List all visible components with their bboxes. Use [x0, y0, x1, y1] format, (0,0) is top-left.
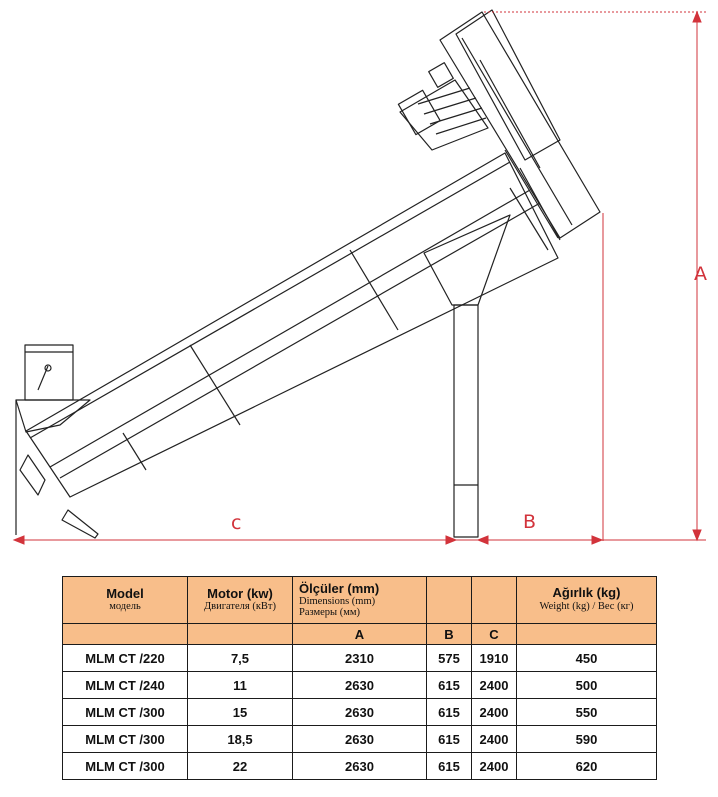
cell-b: 615 [427, 672, 472, 699]
trough-ribs [123, 188, 548, 470]
cell-b: 615 [427, 726, 472, 753]
subheader-a: A [293, 624, 427, 645]
spec-table [62, 576, 657, 780]
cell-model: MLM CT /220 [63, 645, 188, 672]
subheader-row [63, 624, 657, 645]
cell-c: 2400 [472, 699, 517, 726]
outlet-chute [424, 215, 510, 537]
table-row [63, 645, 657, 672]
table-row [63, 699, 657, 726]
subheader-c: C [472, 624, 517, 645]
header-weight: Ağırlık (kg) Weight (kg) / Вес (кг) [517, 577, 657, 624]
cell-a: 2310 [293, 645, 427, 672]
cell-model: MLM CT /300 [63, 726, 188, 753]
subheader-blank-weight [517, 624, 657, 645]
cell-weight: 550 [517, 699, 657, 726]
cell-c: 2400 [472, 753, 517, 780]
cell-a: 2630 [293, 726, 427, 753]
header-blank-b [427, 577, 472, 624]
table-row [63, 672, 657, 699]
cell-motor: 18,5 [188, 726, 293, 753]
cell-c: 2400 [472, 726, 517, 753]
drive-motor [398, 63, 488, 150]
header-blank-c [472, 577, 517, 624]
subheader-b: B [427, 624, 472, 645]
cell-a: 2630 [293, 753, 427, 780]
subheader-blank-model [63, 624, 188, 645]
cell-motor: 15 [188, 699, 293, 726]
cell-weight: 500 [517, 672, 657, 699]
cell-weight: 590 [517, 726, 657, 753]
cell-model: MLM CT /240 [63, 672, 188, 699]
dimension-label-a: A [694, 263, 707, 285]
header-motor: Motor (kw) Двигателя (кВт) [188, 577, 293, 624]
header-model: Model модель [63, 577, 188, 624]
table-row [63, 726, 657, 753]
cell-weight: 450 [517, 645, 657, 672]
cell-b: 615 [427, 699, 472, 726]
dimension-lines [14, 12, 706, 544]
cell-b: 575 [427, 645, 472, 672]
cell-b: 615 [427, 753, 472, 780]
table-row [63, 753, 657, 780]
subheader-blank-motor [188, 624, 293, 645]
cell-motor: 11 [188, 672, 293, 699]
header-row [63, 577, 657, 624]
cell-c: 1910 [472, 645, 517, 672]
cell-motor: 7,5 [188, 645, 293, 672]
cell-c: 2400 [472, 672, 517, 699]
cell-model: MLM CT /300 [63, 753, 188, 780]
inlet-end [16, 345, 98, 538]
cell-weight: 620 [517, 753, 657, 780]
cell-model: MLM CT /300 [63, 699, 188, 726]
dimension-label-c: c [231, 512, 242, 534]
dimension-label-b: B [523, 511, 537, 533]
header-dimensions: Ölçüler (mm) Dimensions (mm) Размеры (мм) [293, 577, 427, 624]
cell-motor: 22 [188, 753, 293, 780]
cell-a: 2630 [293, 672, 427, 699]
cell-a: 2630 [293, 699, 427, 726]
